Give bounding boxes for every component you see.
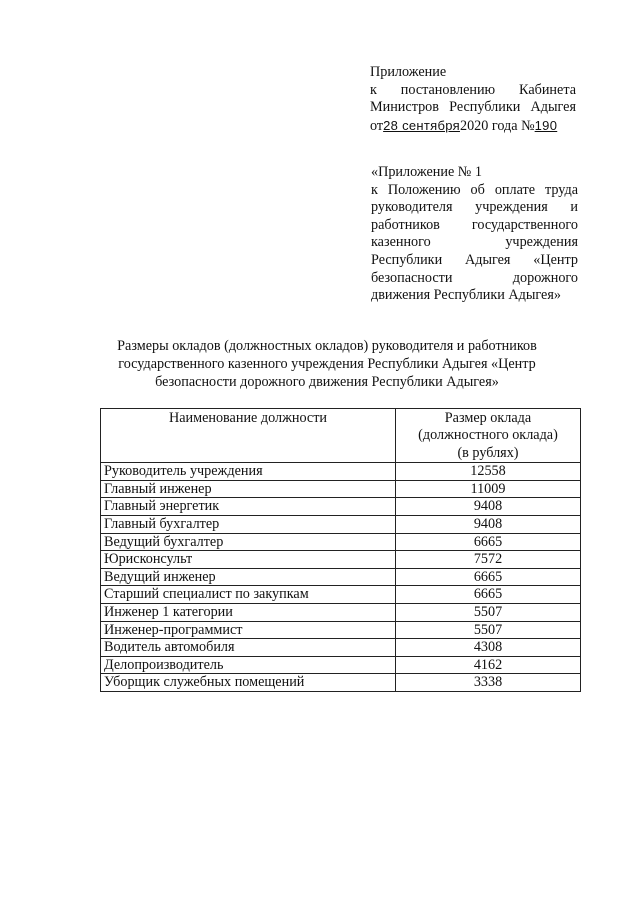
salary-table [100, 408, 581, 692]
salary-cell: 12558 [396, 463, 581, 481]
appendix-year: 2020 года № [459, 117, 535, 134]
heading-line: безопасности дорожного движения Республики Адыгея» [155, 373, 499, 390]
position-cell: Юрисконсульт [101, 551, 396, 569]
header-salary-line: (в рублях) [457, 444, 519, 461]
salary-cell: 5507 [396, 621, 581, 639]
salary-cell: 7572 [396, 551, 581, 569]
salary-cell: 6665 [396, 586, 581, 604]
position-cell: Главный энергетик [101, 498, 396, 516]
appendix-quote [371, 164, 578, 305]
appendix-header [370, 64, 576, 135]
heading-line: государственного казенного учреждения Республики Адыгея «Центр [118, 355, 536, 372]
table-row [101, 674, 581, 692]
table-row [101, 480, 581, 498]
position-cell: Водитель автомобиля [101, 639, 396, 657]
salary-cell: 6665 [396, 568, 581, 586]
handwritten-date: 28 сентября [383, 117, 460, 133]
salary-cell: 3338 [396, 674, 581, 692]
table-row [101, 533, 581, 551]
position-cell: Главный бухгалтер [101, 516, 396, 534]
table-header-row [101, 409, 581, 463]
position-cell: Инженер 1 категории [101, 603, 396, 621]
table-row [101, 498, 581, 516]
appendix-quote-line: безопасности дорожного [371, 269, 578, 286]
table-row [101, 621, 581, 639]
salary-cell: 4308 [396, 639, 581, 657]
position-cell: Уборщик служебных помещений [101, 674, 396, 692]
position-cell: Руководитель учреждения [101, 463, 396, 481]
header-salary-line: Размер оклада [444, 410, 532, 426]
salary-cell: 4162 [396, 656, 581, 674]
header-salary [396, 409, 581, 463]
table-row [101, 603, 581, 621]
appendix-quote-line: к Положению об оплате труда [371, 181, 578, 198]
table-row [101, 586, 581, 604]
appendix-quote-line: работников государственного [371, 216, 578, 233]
position-cell: Старший специалист по закупкам [101, 586, 396, 604]
position-cell: Ведущий инженер [101, 568, 396, 586]
appendix-line-3: Министров Республики Адыгея [370, 99, 576, 116]
appendix-quote-line: руководителя учреждения и [371, 199, 578, 216]
salary-cell: 9408 [396, 516, 581, 534]
table-row [101, 639, 581, 657]
salary-cell: 6665 [396, 533, 581, 551]
appendix-quote-line: Республики Адыгея «Центр [371, 251, 578, 268]
heading-line: Размеры окладов (должностных окладов) руководителя и работников [117, 338, 537, 354]
appendix-quote-line: движения Республики Адыгея» [371, 287, 561, 304]
header-salary-line: (должностного оклада) [418, 427, 558, 444]
appendix-line-1: Приложение [370, 64, 447, 80]
appendix-quote-line: казенного учреждения [371, 234, 578, 251]
position-cell: Главный инженер [101, 480, 396, 498]
document-heading [98, 338, 556, 391]
appendix-from: от [370, 117, 384, 134]
appendix-date-line [370, 117, 576, 136]
appendix-line-2: к постановлению Кабинета [370, 81, 576, 98]
table-row [101, 551, 581, 569]
salary-cell: 9408 [396, 498, 581, 516]
salary-cell: 11009 [396, 480, 581, 498]
table-row [101, 656, 581, 674]
position-cell: Ведущий бухгалтер [101, 533, 396, 551]
table-row [101, 568, 581, 586]
appendix-quote-line: «Приложение № 1 [371, 164, 482, 180]
salary-cell: 5507 [396, 603, 581, 621]
position-cell: Инженер-программист [101, 621, 396, 639]
table-row [101, 516, 581, 534]
position-cell: Делопроизводитель [101, 656, 396, 674]
handwritten-number: 190 [534, 117, 558, 133]
header-position: Наименование должности [101, 409, 396, 463]
table-row [101, 463, 581, 481]
